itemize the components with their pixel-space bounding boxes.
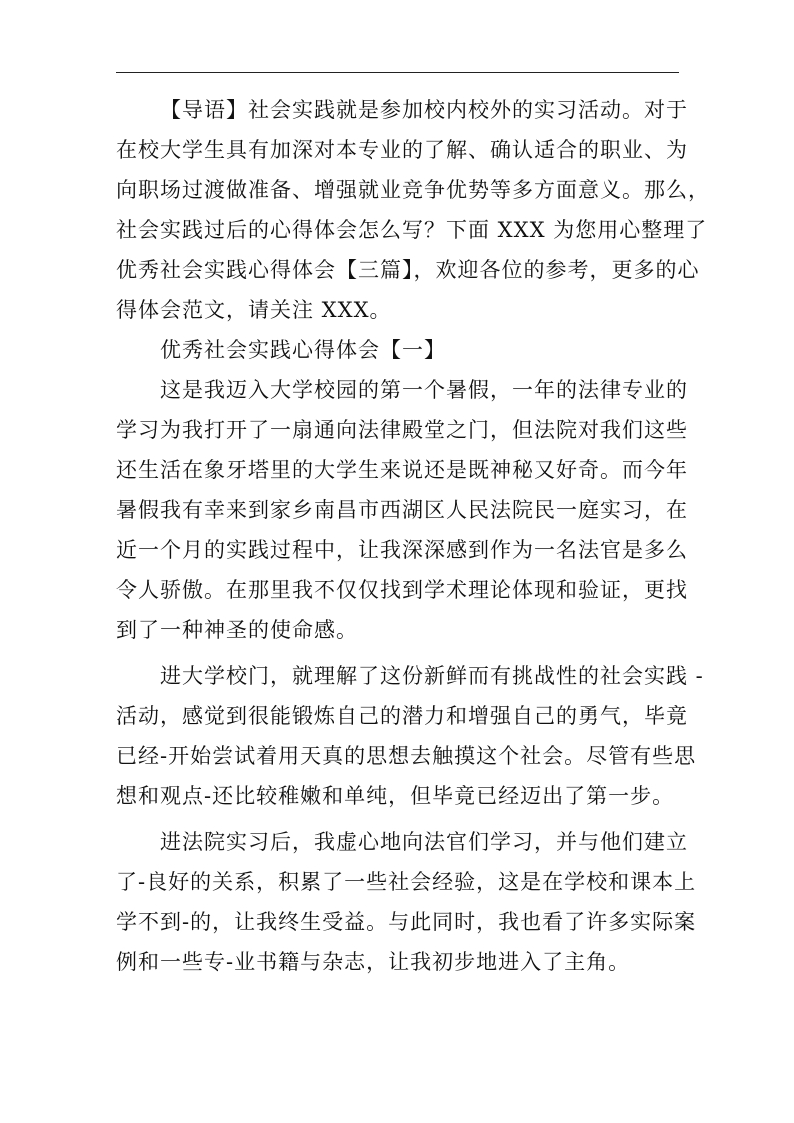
document-body: [116, 90, 710, 982]
body-paragraph-2: [116, 656, 704, 816]
paragraph-line: 还生活在象牙塔里的大学生来说还是既神秘又好奇。而今年: [116, 458, 688, 482]
intro-line: 优秀社会实践心得体会【三篇】，欢迎各位的参考，更多的心: [116, 258, 700, 282]
body-paragraph-1: [116, 370, 688, 650]
section-heading: [116, 330, 679, 370]
paragraph-line: 进法院实习后，我虚心地向法官们学习，并与他们建立: [160, 830, 688, 854]
paragraph-line: 活动，感觉到很能锻炼自己的潜力和增强自己的勇气，毕竟: [116, 704, 688, 728]
paragraph-line: 已经-开始尝试着用天真的思想去触摸这个社会。尽管有些思: [116, 744, 697, 768]
paragraph-line: 学不到-的，让我终生受益。与此同时，我也看了许多实际案: [116, 910, 697, 934]
paragraph-line: 近一个月的实践过程中，让我深深感到作为一名法官是多么: [116, 538, 688, 562]
intro-line: 【导语】社会实践就是参加校内校外的实习活动。对于: [160, 98, 688, 122]
paragraph-line: 例和一些专-业书籍与杂志，让我初步地进入了主角。: [116, 950, 631, 974]
paragraph-line: 暑假我有幸来到家乡南昌市西湖区人民法院民一庭实习，在: [116, 498, 688, 522]
paragraph-line: 进大学校门，就理解了这份新鲜而有挑战性的社会实践 -: [160, 664, 704, 688]
paragraph-line: 令人骄傲。在那里我不仅仅找到学术理论体现和验证，更找: [116, 578, 688, 602]
paragraph-line: 到了一种神圣的使命感。: [116, 618, 358, 642]
intro-line: 得体会范文，请关注 XXX。: [116, 298, 392, 322]
body-paragraph-3: [116, 822, 697, 982]
section-heading-text: 优秀社会实践心得体会【一】: [160, 338, 446, 362]
header-rule: [116, 72, 679, 73]
intro-line: 社会实践过后的心得体会怎么写？下面 XXX 为您用心整理了: [116, 218, 708, 242]
paragraph-line: 了-良好的关系，积累了一些社会经验，这是在学校和课本上: [116, 870, 697, 894]
paragraph-line: 想和观点-还比较稚嫩和单纯，但毕竟已经迈出了第一步。: [116, 784, 675, 808]
intro-paragraph: [116, 90, 710, 330]
intro-line: 向职场过渡做准备、增强就业竞争优势等多方面意义。那么，: [116, 178, 710, 202]
paragraph-line: 这是我迈入大学校园的第一个暑假，一年的法律专业的: [160, 378, 688, 402]
intro-line: 在校大学生具有加深对本专业的了解、确认适合的职业、为: [116, 138, 688, 162]
paragraph-line: 学习为我打开了一扇通向法律殿堂之门，但法院对我们这些: [116, 418, 688, 442]
